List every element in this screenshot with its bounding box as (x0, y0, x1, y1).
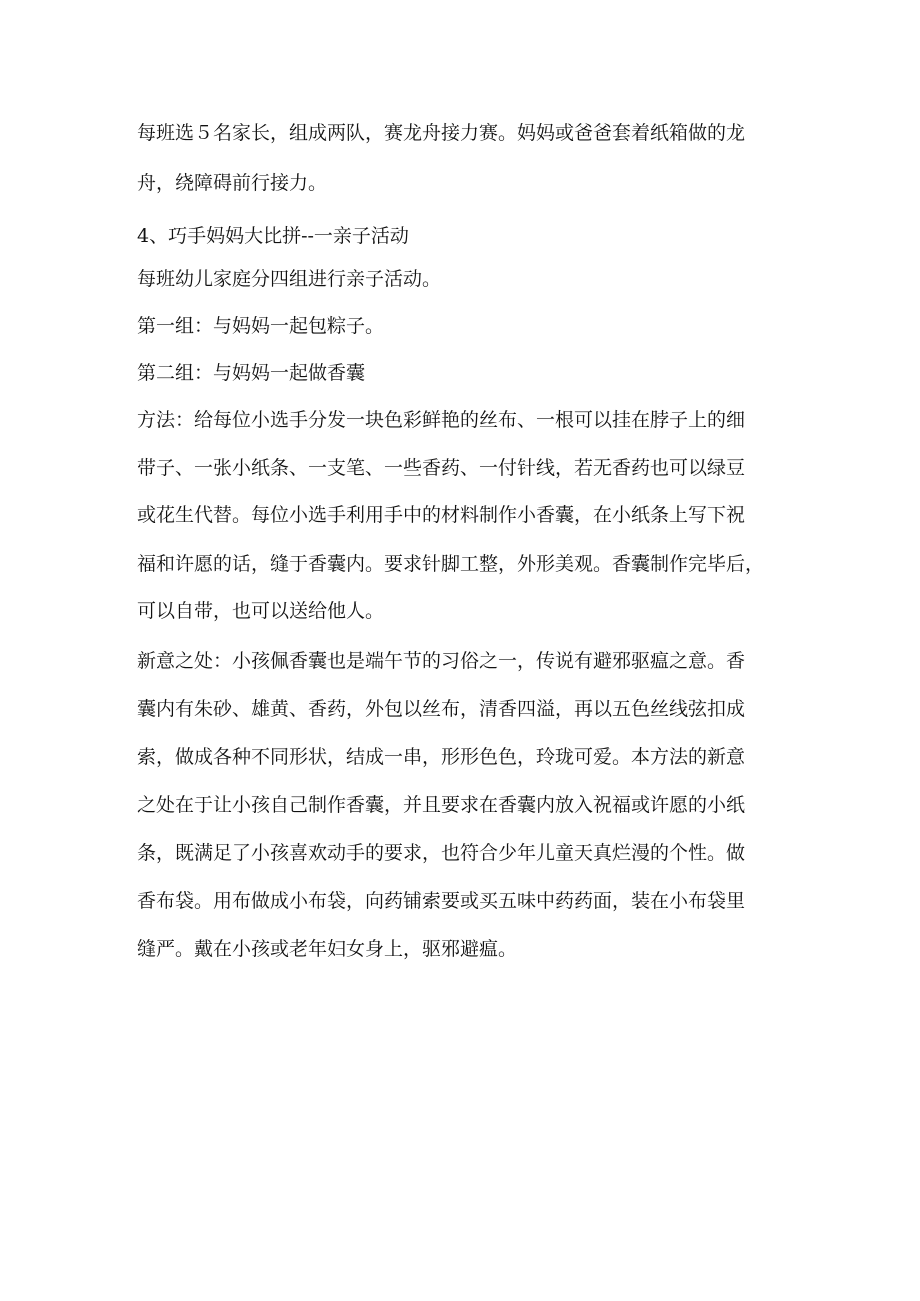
text-line: 可以自带，也可以送给他人。 (137, 600, 385, 622)
text-line: 每班幼儿家庭分四组进行亲子活动。 (137, 268, 442, 290)
text-line: 索，做成各种不同形状，结成一串，形形色色，玲珑可爱。本方法的新意 (137, 746, 746, 768)
text-line: 福和许愿的话，缝于香囊内。要求针脚工整，外形美观。香囊制作完毕后， (137, 553, 765, 575)
text-line: 香布袋。用布做成小布袋，向药铺索要或买五味中药药面，装在小布袋里 (137, 890, 746, 912)
text-line: 囊内有朱砂、雄黄、香药，外包以丝布，清香四溢，再以五色丝线弦扣成 (137, 698, 746, 720)
text-line: 舟，绕障碍前行接力。 (137, 172, 328, 194)
text-line: 带子、一张小纸条、一支笔、一些香药、一付针线，若无香药也可以绿豆 (137, 457, 746, 479)
text-line: 每班选５名家长，组成两队，赛龙舟接力赛。妈妈或爸爸套着纸箱做的龙 (137, 122, 746, 144)
text-line: 条，既满足了小孩喜欢动手的要求，也符合少年儿童天真烂漫的个性。做 (137, 842, 746, 864)
text-line: 新意之处：小孩佩香囊也是端午节的习俗之一，传说有避邪驱瘟之意。香 (137, 650, 746, 672)
text-line: 第二组：与妈妈一起做香囊 (137, 362, 366, 384)
text-line: 或花生代替。每位小选手利用手中的材料制作小香囊，在小纸条上写下祝 (137, 504, 746, 526)
section-heading: 4、巧手妈妈大比拼--一亲子活动 (137, 225, 409, 247)
text-line: 之处在于让小孩自己制作香囊，并且要求在香囊内放入祝福或许愿的小纸 (137, 794, 746, 816)
text-line: 方法：给每位小选手分发一块色彩鲜艳的丝布、一根可以挂在脖子上的细 (137, 409, 746, 431)
text-line: 缝严。戴在小孩或老年妇女身上，驱邪避瘟。 (137, 938, 518, 960)
text-line: 第一组：与妈妈一起包粽子。 (137, 315, 385, 337)
